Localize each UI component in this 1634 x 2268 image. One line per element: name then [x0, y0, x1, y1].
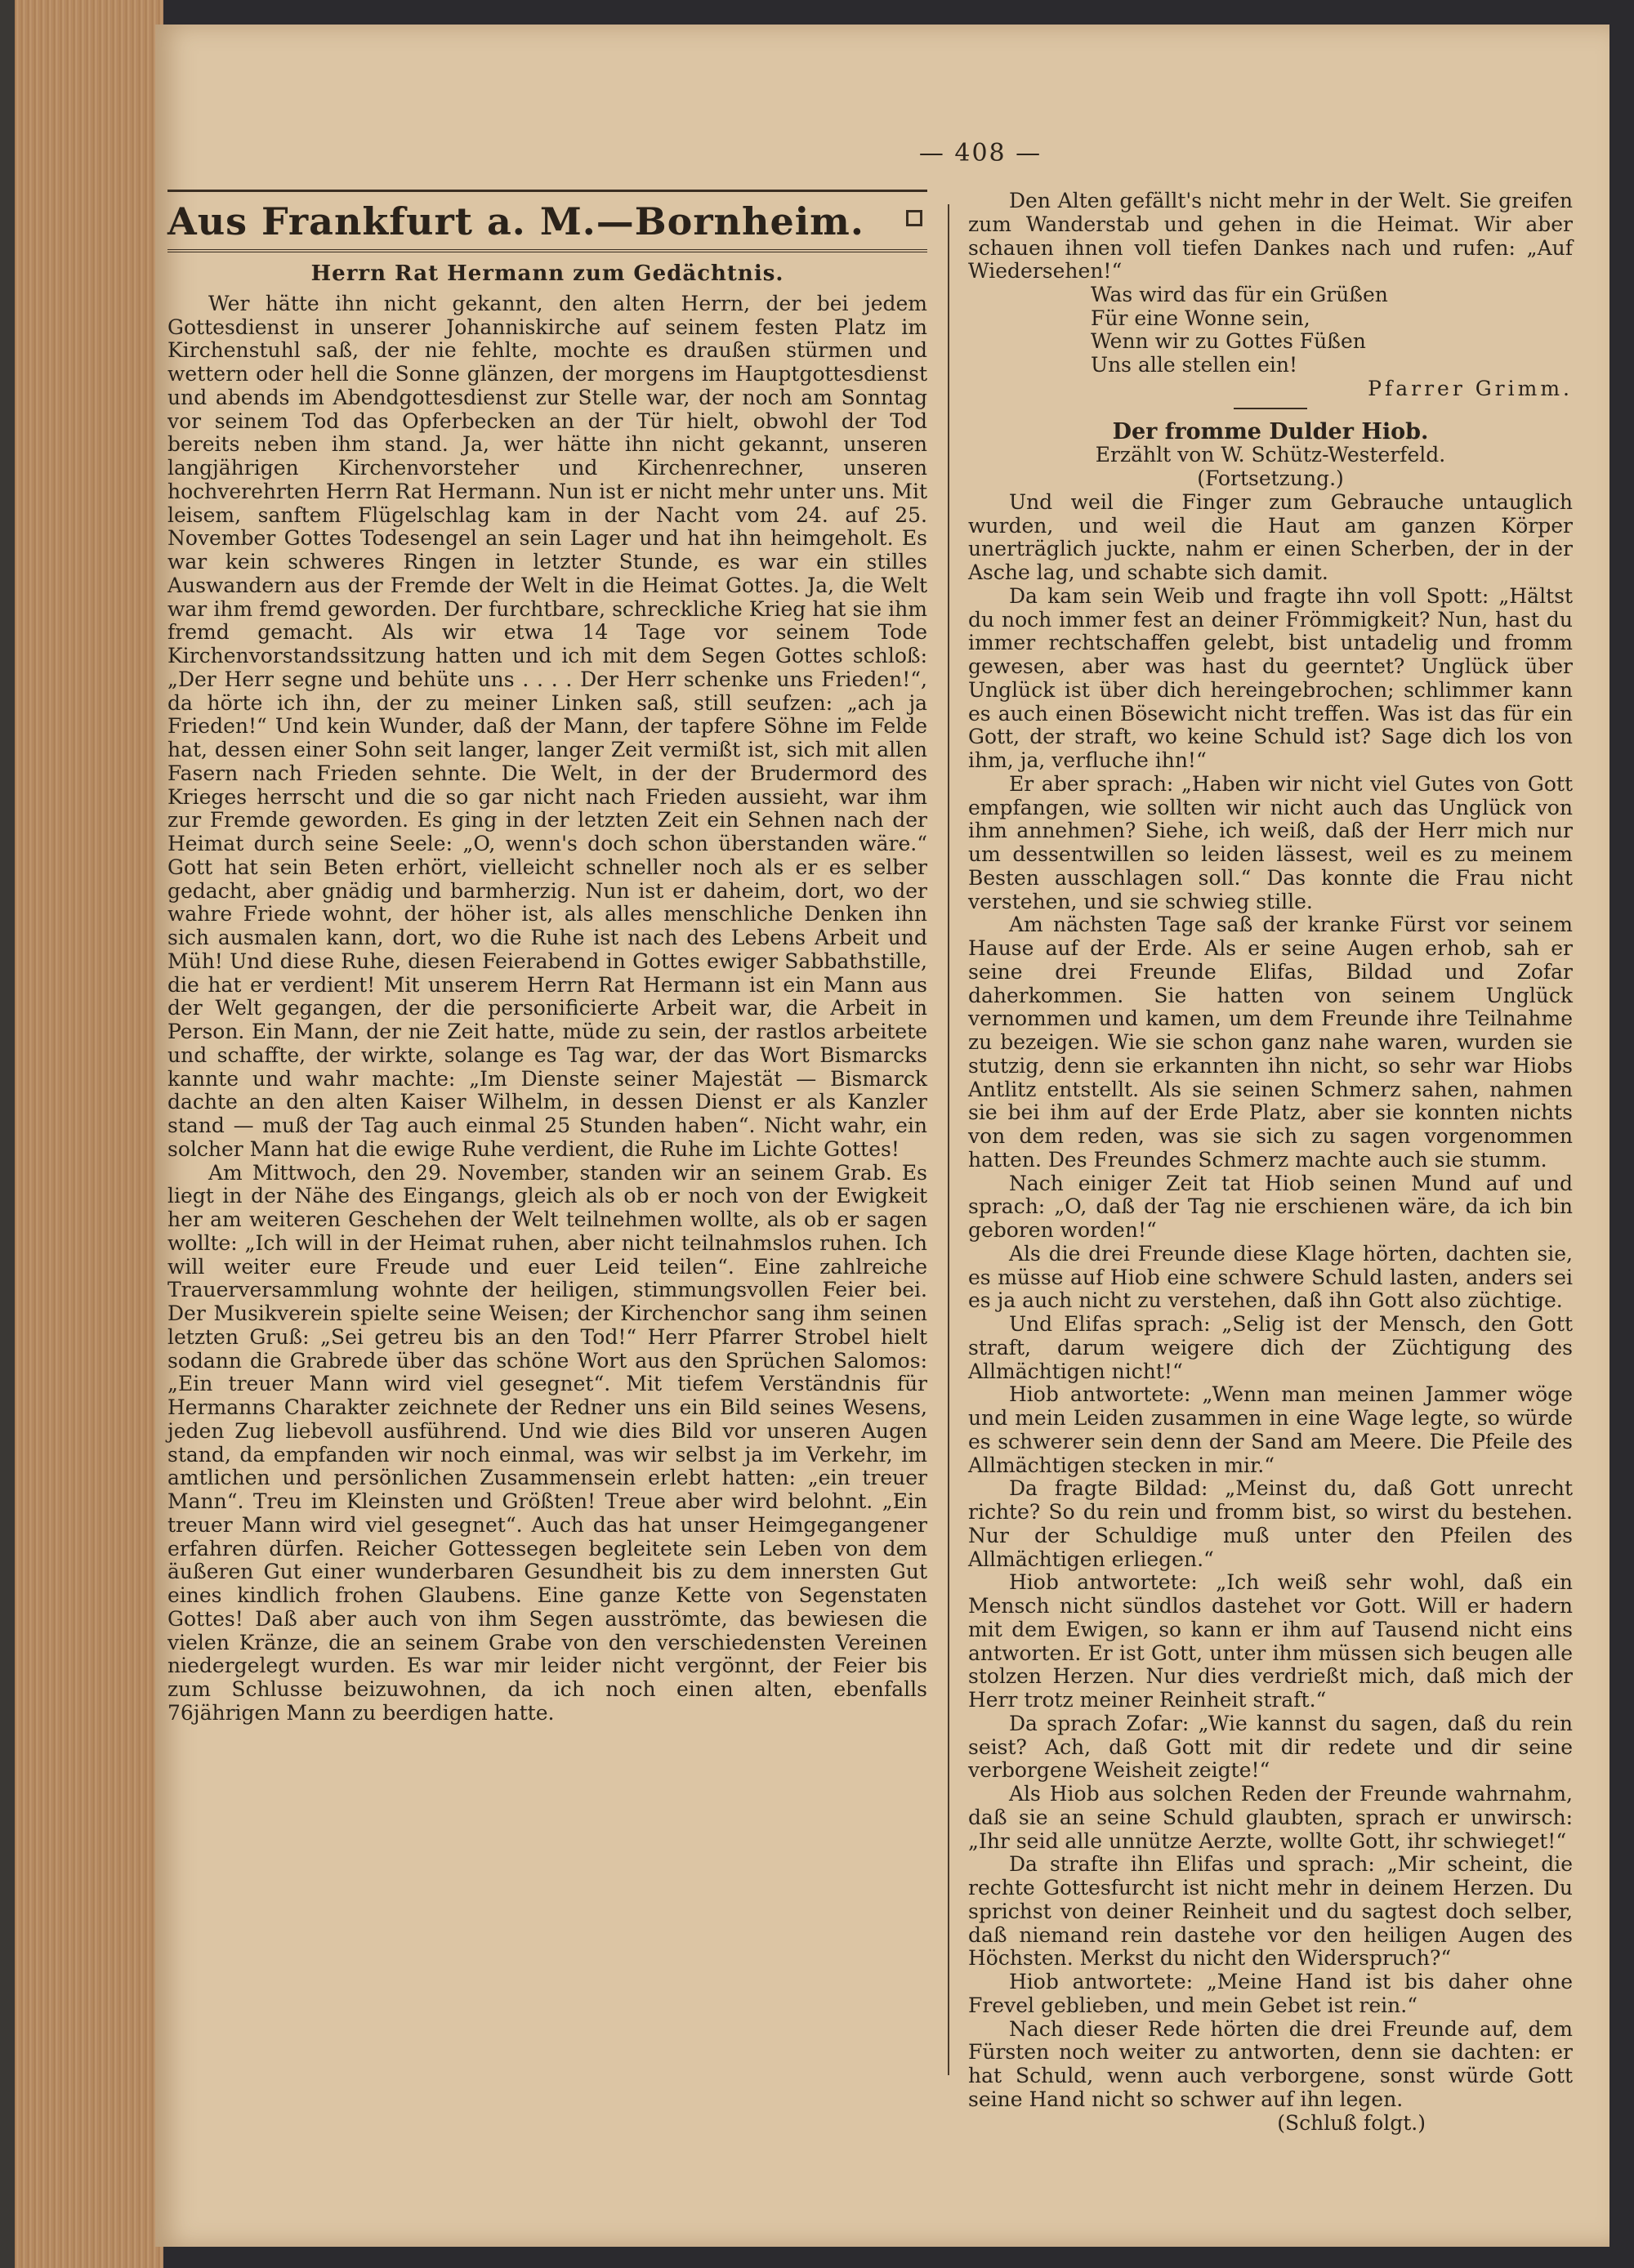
story-paragraph: Hiob antwortete: „Ich weiß sehr wohl, daß ein Mensch nicht sündlos dastehet vor Gott. Will er hadern mit dem Ewigen, so kann er ihm auf Tausend nicht eins antworten. Er ist Gott, unter ihm müssen sich beugen alle stolzen Herzen. Nur dies verdrießt mich, daß mich der Herr trotz meiner Reinheit straft.“ — [968, 1570, 1573, 1712]
right-column — [968, 190, 1573, 2135]
headline-text: Aus Frankfurt a. M.—Bornheim. — [167, 199, 864, 243]
story-paragraph: Als die drei Freunde diese Klage hörten, dachten sie, es müsse auf Hiob eine schwere Schuld lasten, anders sei es ja auch nicht zu verstehen, daß ihn Gott also züchtige. — [968, 1241, 1573, 1313]
poem-line: Für eine Wonne sein, — [1091, 306, 1310, 330]
story-paragraph: Da strafte ihn Elifas und sprach: „Mir scheint, die rechte Gottesfurcht ist nicht mehr in deinem Herzen. Du sprichst von deiner Reinheit und du sagtest doch selber, daß niemand rein dastehe vor den heiligen Augen des Höchsten. Merkst du nicht den Widerspruch?“ — [968, 1852, 1573, 1971]
story-paragraph: Er aber sprach: „Haben wir nicht viel Gutes von Gott empfangen, wie sollten wir nicht auch das Unglück von ihm annehmen? Siehe, ich weiß, daß der Herr mich nur um dessentwillen so leiden lässest, weil es zu meinem Besten ausschlagen soll.“ Das konnte die Frau nicht verstehen, und sie schwieg stille. — [968, 771, 1573, 913]
story-paragraph: Als Hiob aus solchen Reden der Freunde wahrnahm, daß sie an seine Schuld glaubten, sprach er unwirsch: „Ihr seid alle unnütze Aerzte, wollte Gott, ihr schwieget!“ — [968, 1782, 1573, 1853]
story-continuation-note: (Fortsetzung.) — [1197, 467, 1344, 491]
story-paragraph: Am nächsten Tage saß der kranke Fürst vor seinem Hause auf der Erde. Als er seine Augen erhob, sah er seine drei Freunde Elifas, Bildad und Zofar daherkommen. Sie hatten von seinem Unglück vernommen und kamen, um dem Freunde ihre Teilnahme zu bezeigen. Wie sie schon ganz nahe waren, wurden sie stutzig, denn sie erkannten ihn nicht, so sehr war Hiobs Antlitz entstellt. Als sie seinen Schmerz sahen, nahmen sie bei ihm auf der Erde Platz, aber sie konnten nichts von dem reden, was sie sich zu sagen vorgenommen hatten. Des Freundes Schmerz machte auch sie stumm. — [968, 913, 1573, 1172]
square-ornament-icon — [906, 210, 922, 226]
page-number: — 408 — — [918, 139, 1042, 167]
article-headline — [167, 190, 927, 252]
book-spine — [0, 0, 15, 2268]
left-column — [167, 190, 927, 1726]
story-title: Der fromme Dulder Hiob. — [1112, 418, 1429, 444]
story-paragraph: Hiob antwortete: „Wenn man meinen Jammer wöge und mein Leiden zusammen in eine Wage legte, so würde es schwerer sein denn der Sand am Meere. Die Pfeile des Allmächtigen stecken in mir.“ — [968, 1382, 1573, 1477]
author-signature: Pfarrer Grimm. — [1368, 376, 1573, 400]
section-divider — [1234, 408, 1307, 409]
article-paragraph: Wer hätte ihn nicht gekannt, den alten Herrn, der bei jedem Gottesdienst in unserer Johanniskirche auf seinem festen Platz im Kirchenstuhl saß, der nie fehlte, mochte es draußen stürmen und wettern oder hell die Sonne glänzen, der morgens im Hauptgottesdienst und abends im Abendgottesdienst zur Stelle war, der noch am Sonntag vor seinem Tod das Opferbecken an der Tür hielt, obwohl der Tod bereits neben ihm stand. Ja, wer hätte ihn nicht gekannt, unseren langjährigen Kirchenvorsteher und Kirchenrechner, unseren hochverehrten Herrn Rat Hermann. Nun ist er nicht mehr unter uns. Mit leisem, sanftem Flügelschlag kam in der Nacht vom 24. auf 25. November Gottes Todesengel an sein Lager und hat ihn heimgeholt. Es war kein schweres Ringen in letzter Stunde, es war ein stilles Auswandern aus der Fremde der Welt in die Heimat Gottes. Ja, die Welt war ihm fremd geworden. Der furchtbare, schreckliche Krieg hat sie ihm fremd gemacht. Als wir etwa 14 Tage vor seinem Tode Kirchenvorstandssitzung hatten und ich mit dem Segen Gottes schloß: „Der Herr segne und behüte uns . . . . Der Herr schenke uns Frieden!“, da hörte ich ihn, der zu meiner Linken saß, still seufzen: „ach ja Frieden!“ Und kein Wunder, daß der Mann, der tapfere Söhne im Felde hat, dessen einer Sohn seit langer, langer Zeit vermißt ist, sich mit allen Fasern nach Frieden sehnte. Die Welt, in der der Brudermord des Krieges herrscht und die so gar nicht nach Frieden aussieht, war ihm zur Fremde geworden. Es ging in der letzten Zeit ein Sehnen nach der Heimat durch seine Seele: „O, wenn's doch schon überstanden wäre.“ Gott hat sein Beten erhört, vielleicht schneller noch als er es selber gedacht, aber gnädig und barmherzig. Nun ist er daheim, dort, wo der wahre Friede wohnt, der höher ist, als alles menschliche Denken ihn sich ausmalen kann, dort, wo die Ruhe ist nach des Lebens Arbeit und Müh! Und diese Ruhe, diesen Feierabend in Gottes ewiger Sabbathstille, die hat er verdient! Mit unserem Herrn Rat Hermann ist ein Mann aus der Welt gegangen, der die personificierte Arbeit war, die Arbeit in Person. Ein Mann, der nie Zeit hatte, müde zu sein, der rastlos arbeitete und schaffte, der wirkte, solange es Tag war, der das Wort Bismarcks kannte und wahr machte: „Im Dienste seiner Majestät — Bismarck dachte an den alten Kaiser Wilhelm, in dessen Dienst er als Kanzler stand — muß der Tag auch einmal 25 Stunden haben“. Nicht wahr, ein solcher Mann hat die ewige Ruhe verdient, die Ruhe im Lichte Gottes! — [167, 291, 927, 1161]
poem-line: Wenn wir zu Gottes Füßen — [1091, 329, 1366, 354]
story-paragraph: Nach einiger Zeit tat Hiob seinen Mund auf und sprach: „O, daß der Tag nie erschienen wäre, da ich bin geboren worden!“ — [968, 1171, 1573, 1243]
poem-line: Uns alle stellen ein! — [1091, 353, 1298, 377]
story-paragraph: Da sprach Zofar: „Wie kannst du sagen, daß du rein seist? Ach, daß Gott mit dir redete und dir seine verborgene Weisheit zeigte!“ — [968, 1711, 1573, 1783]
article-subheading: Herrn Rat Hermann zum Gedächtnis. — [310, 261, 784, 286]
story-paragraph: Und weil die Finger zum Gebrauche untauglich wurden, und weil die Haut am ganzen Körper unerträglich juckte, nahm er einen Scherben, der in der Asche lag, und schabte sich damit. — [968, 489, 1573, 585]
book-page-edges — [0, 0, 163, 2268]
article-paragraph: Den Alten gefällt's nicht mehr in der Welt. Sie greifen zum Wanderstab und gehen in die Heimat. Wir aber schauen ihnen voll tiefen Dankes nach und rufen: „Auf Wiedersehen!“ — [968, 189, 1573, 284]
story-paragraph: Da kam sein Weib und fragte ihn voll Spott: „Hältst du noch immer fest an deiner Frömmigkeit? Nun, hast du immer rechtschaffen gelebt, bist untadelig und fromm gewesen, aber was hast du geerntet? Unglück über Unglück ist über dich hereingebrochen; schlimmer kann es auch einen Bösewicht nicht treffen. Was ist das für ein Gott, der straft, wo keine Schuld ist? Sage dich los von ihm, ja, verfluche ihn!“ — [968, 583, 1573, 773]
story-paragraph: Da fragte Bildad: „Meinst du, daß Gott unrecht richte? So du rein und fromm bist, so wirst du bestehen. Nur der Schuldige muß unter den Pfeilen des Allmächtigen erliegen.“ — [968, 1476, 1573, 1571]
story-paragraph: Hiob antwortete: „Meine Hand ist bis daher ohne Frevel geblieben, und mein Gebet ist rein.“ — [968, 1970, 1573, 2017]
article-paragraph: Am Mittwoch, den 29. November, standen wir an seinem Grab. Es liegt in der Nähe des Eingangs, gleich als ob er noch von der Ewigkeit her am weiteren Geschehen der Welt teilnehmen wollte, als ob er sagen wollte: „Ich will in der Heimat ruhen, aber nicht teilnahmslos ruhen. Ich will weiter eure Freude und euer Leid teilen“. Eine zahlreiche Trauerversammlung wohnte der heiligen, stimmungsvollen Feier bei. Der Musikverein spielte seine Weisen; der Kirchenchor sang ihm seinen letzten Gruß: „Sei getreu bis an den Tod!“ Herr Pfarrer Strobel hielt sodann die Grabrede über das schöne Wort aus den Sprüchen Salomos: „Ein treuer Mann wird viel gesegnet“. Mit tiefem Verständnis für Hermanns Charakter zeichnete der Redner uns ein Bild seines Wesens, jeden Zug liebevoll ausführend. Und wie dies Bild vor unseren Augen stand, da empfanden wir noch einmal, was wir selbst ja im Verkehr, im amtlichen und persönlichen Zusammensein erlebt hatten: „ein treuer Mann“. Treu im Kleinsten und Größten! Treue aber wird belohnt. „Ein treuer Mann wird viel gesegnet“. Auch das hat unser Heimgegangener erfahren dürfen. Reicher Gottessegen begleitete sein Leben von dem äußeren Gut einer wunderbaren Gesundheit bis zu dem innersten Gut eines kindlich frohen Glaubens. Eine ganze Kette von Segenstaten Gottes! Daß aber auch von ihm Segen ausströmte, das bewiesen die vielen Kränze, die an seinem Grabe von den verschiedensten Vereinen niedergelegt wurden. Es war mir leider nicht vergönnt, der Feier bis zum Schlusse beizuwohnen, da ich noch einen alten, ebenfalls 76jährigen Mann zu beerdigen hatte. — [167, 1160, 927, 1725]
story-paragraph: Und Elifas sprach: „Selig ist der Mensch, den Gott straft, darum weigere dich der Züchtigung des Allmächtigen nicht!“ — [968, 1312, 1573, 1383]
poem-line: Was wird das für ein Grüßen — [1091, 283, 1388, 306]
story-closing-note: (Schluß folgt.) — [1277, 2110, 1426, 2135]
story-paragraph: Nach dieser Rede hörten die drei Freunde auf, dem Fürsten noch weiter zu antworten, denn sie dachten: er hat Schuld, wenn auch verborgene, sonst würde Gott seine Hand nicht so schwer auf ihn legen. — [968, 2016, 1573, 2111]
column-divider — [948, 204, 949, 2075]
poem-stanza — [1091, 284, 1573, 377]
story-byline: Erzählt von W. Schütz-Westerfeld. — [1095, 443, 1446, 467]
